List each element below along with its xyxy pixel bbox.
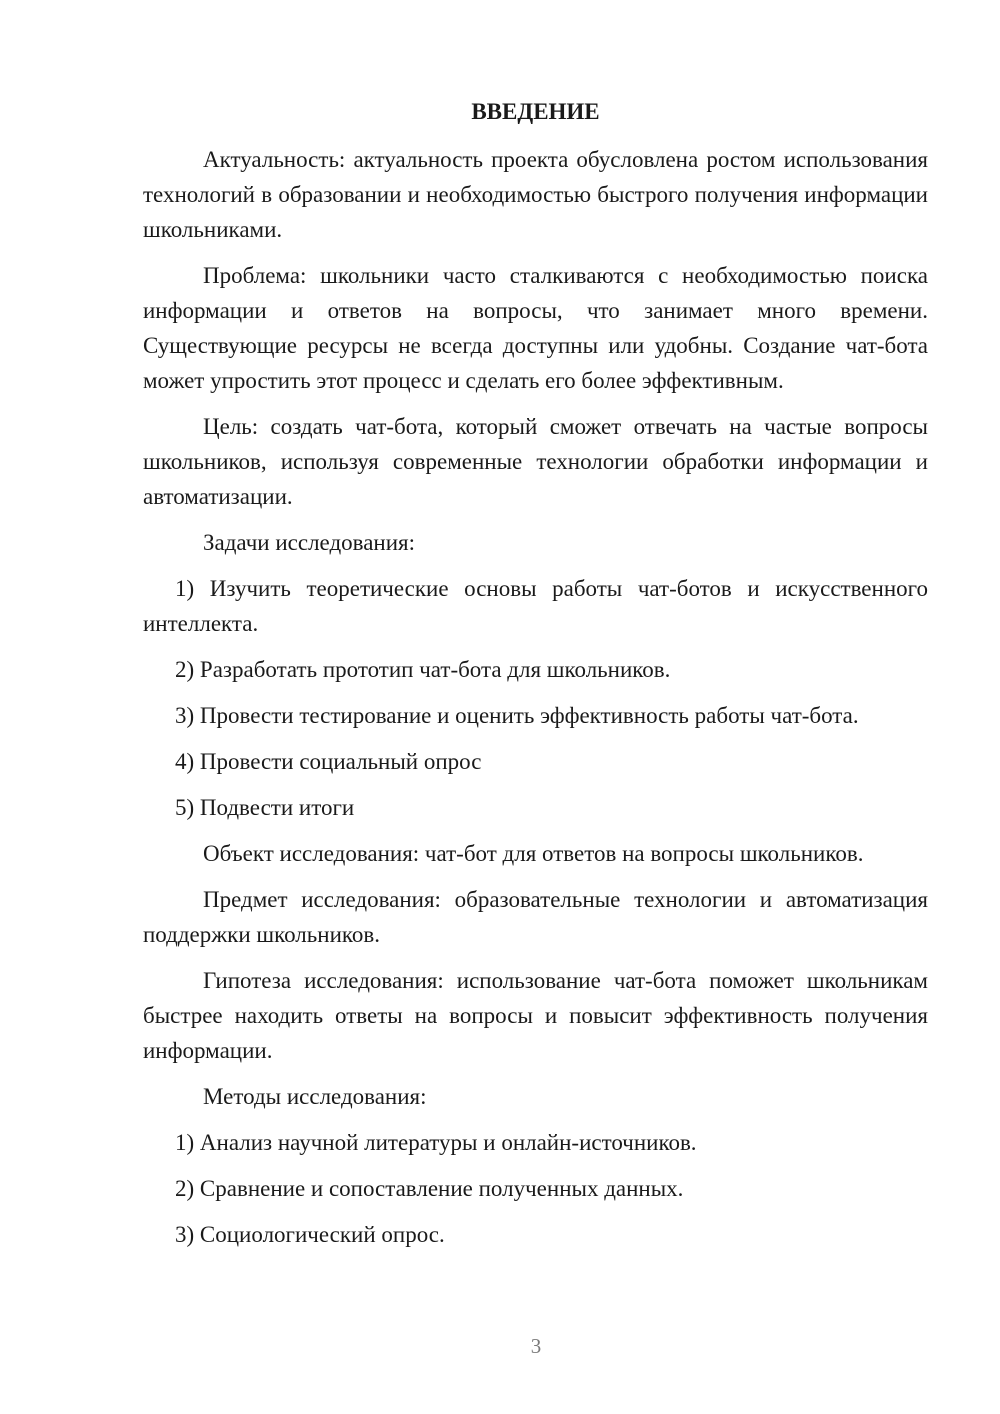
paragraph-object: Объект исследования: чат-бот для ответов на вопросы школьников. [203, 841, 864, 866]
task-item: 2) Разработать прототип чат-бота для школьников. [175, 657, 671, 682]
paragraph-problem: Проблема: школьники часто сталкиваются с необходимостью поиска информации и ответов на вопросы, что занимает много времени. Существующие ресурсы не всегда доступны или удобны. Создание чат-бота может упростить этот процесс и сделать его более эффективным. [143, 263, 928, 393]
method-item: 1) Анализ научной литературы и онлайн-источников. [175, 1130, 697, 1155]
task-item: 3) Провести тестирование и оценить эффективность работы чат-бота. [175, 703, 859, 728]
section-title: ВВЕДЕНИЕ [471, 99, 600, 124]
method-item: 2) Сравнение и сопоставление полученных данных. [175, 1176, 684, 1201]
page-number: 3 [530, 1334, 542, 1358]
paragraph-hypothesis: Гипотеза исследования: использование чат-бота поможет школьникам быстрее находить ответы на вопросы и повысит эффективность получения информации. [143, 968, 928, 1063]
paragraph-goal: Цель: создать чат-бота, который сможет отвечать на частые вопросы школьников, используя современные технологии обработки информации и автоматизации. [143, 414, 928, 509]
page-content [143, 94, 928, 1263]
task-item: 4) Провести социальный опрос [175, 749, 482, 774]
paragraph-relevance: Актуальность: актуальность проекта обусловлена ростом использования технологий в образовании и необходимостью быстрого получения информации школьниками. [143, 147, 928, 242]
paragraph-subject: Предмет исследования: образовательные технологии и автоматизация поддержки школьников. [143, 887, 928, 947]
method-item: 3) Социологический опрос. [175, 1222, 445, 1247]
task-item: 1) Изучить теоретические основы работы чат-ботов и искусственного интеллекта. [143, 576, 928, 636]
methods-heading: Методы исследования: [203, 1084, 427, 1109]
tasks-heading: Задачи исследования: [203, 530, 416, 555]
task-item: 5) Подвести итоги [175, 795, 355, 820]
